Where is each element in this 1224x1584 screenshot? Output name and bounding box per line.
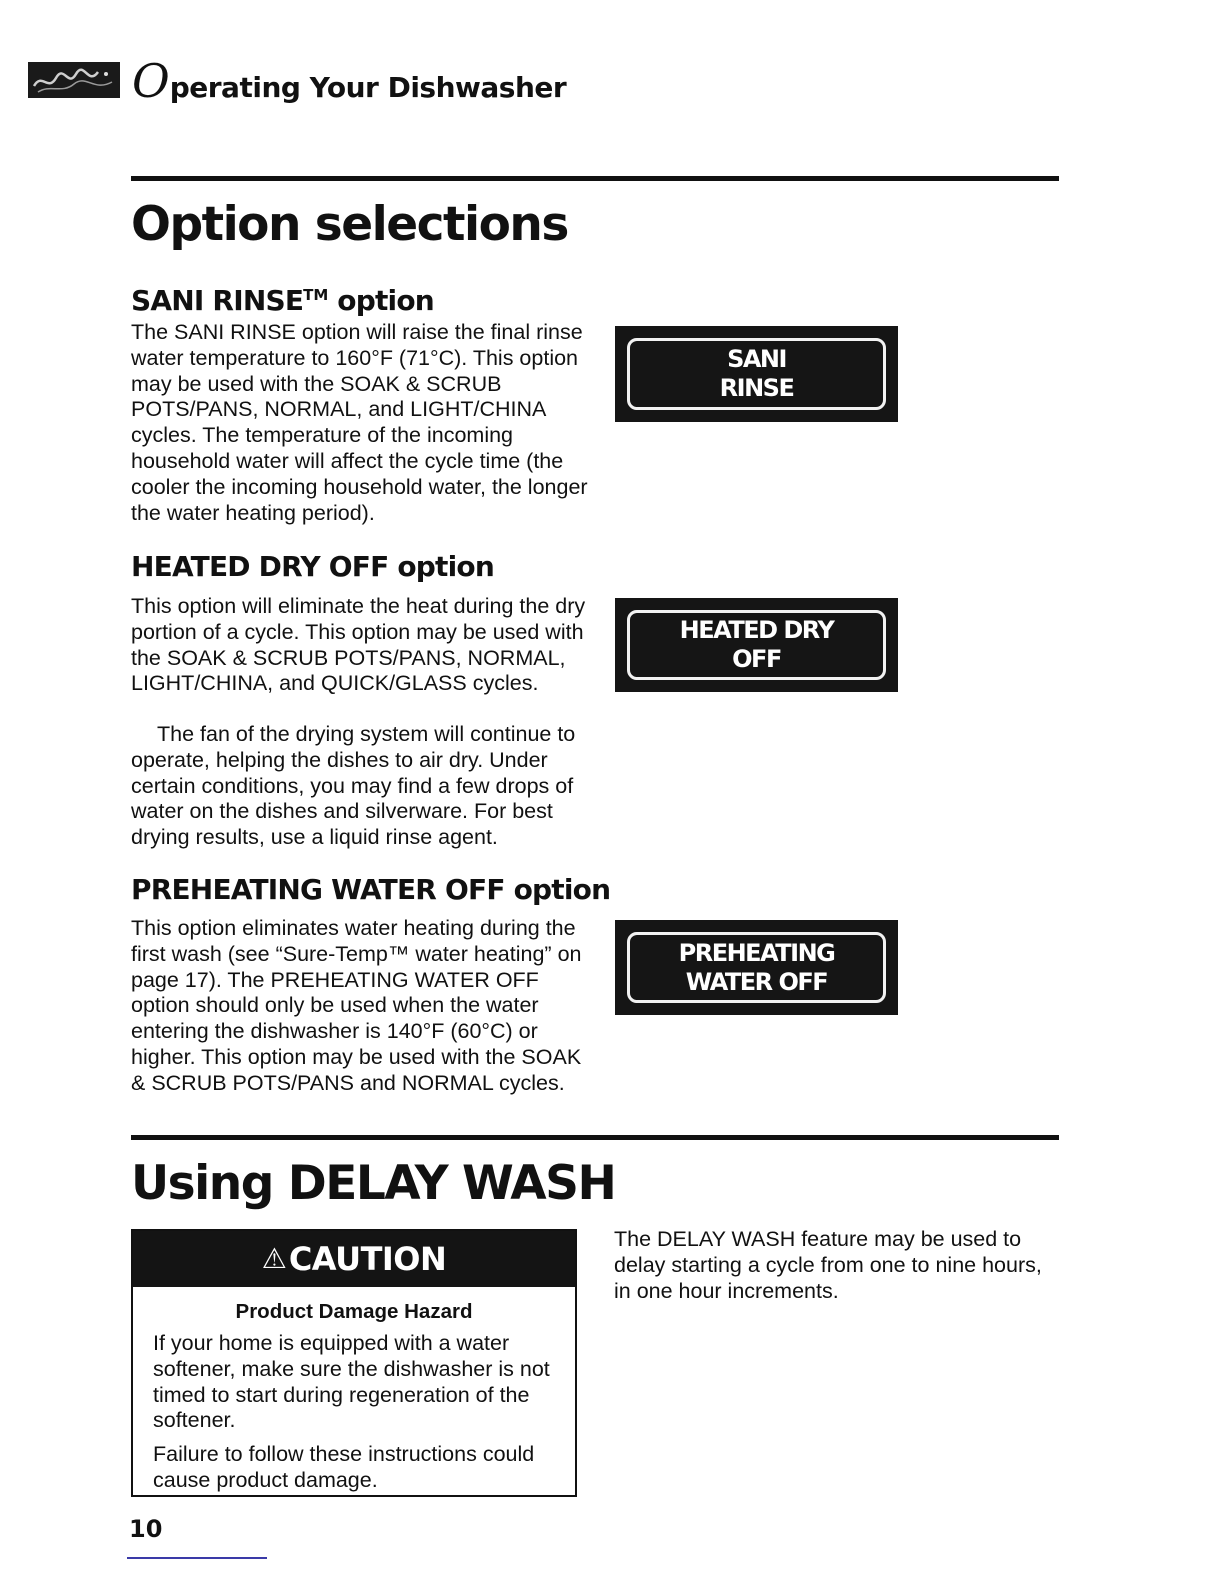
sani-rinse-heading-suffix: option bbox=[328, 284, 434, 317]
sani-rinse-description: The SANI RINSE option will raise the final rinse water temperature to 160°F (71°C). This option may be used with the SOAK & SCRUB POTS/PANS, NORMAL, and LIGHT/CHINA cycles. The temperature of the incoming household water will affect the cycle time (the cooler the incoming household water, the longer the water heating period). bbox=[131, 320, 588, 525]
hazard-title: Product Damage Hazard bbox=[235, 1300, 473, 1323]
section-rule bbox=[131, 1135, 1059, 1140]
delay-wash-title: Using DELAY WASH bbox=[131, 1156, 616, 1211]
sani-rinse-button-frame bbox=[627, 338, 886, 410]
top-rule bbox=[131, 176, 1059, 181]
preheating-water-off-heading: PREHEATING WATER OFF option bbox=[131, 873, 611, 906]
preheating-water-off-button-line-1: PREHEATING bbox=[678, 938, 835, 967]
heated-dry-off-button bbox=[615, 598, 898, 692]
header-title bbox=[132, 54, 566, 108]
heated-dry-off-button-line-1: HEATED DRY bbox=[679, 616, 834, 644]
caution-text-consequence: Failure to follow these instructions could cause product damage. bbox=[153, 1442, 535, 1492]
caution-box bbox=[131, 1229, 577, 1497]
heated-dry-off-description: This option will eliminate the heat during the dry portion of a cycle. This option may be used with the SOAK & SCRUB POTS/PANS, NORMAL, LIGHT/CHINA, and QUICK/GLASS cycles. bbox=[131, 594, 586, 696]
caution-header bbox=[133, 1231, 575, 1287]
preheating-water-off-button bbox=[615, 920, 898, 1015]
caution-text-softener: If your home is equipped with a water softener, make sure the dishwasher is not timed to start during regeneration of the softener. bbox=[153, 1331, 550, 1433]
sani-rinse-button-line-2: RINSE bbox=[719, 374, 794, 402]
option-selections-title: Option selections bbox=[131, 197, 568, 252]
header-title-rest: perating Your Dishwasher bbox=[169, 71, 567, 104]
heated-dry-off-button-frame bbox=[627, 610, 886, 680]
logo-icon bbox=[28, 62, 120, 98]
trademark-symbol: TM bbox=[303, 286, 329, 304]
warning-triangle-icon: ⚠ bbox=[261, 1243, 287, 1274]
caution-label: CAUTION bbox=[288, 1240, 447, 1278]
sani-rinse-heading-label: SANI RINSE bbox=[131, 284, 304, 317]
preheating-water-off-description: This option eliminates water heating during the first wash (see “Sure-Temp™ water heating” on page 17). The PREHEATING WATER OFF option should only be used when the water entering the dishwasher is 140°F (60°C) or higher. This option may be used with the SOAK & SCRUB POTS/PANS and NORMAL cycles. bbox=[131, 916, 582, 1095]
preheating-water-off-button-line-2: WATER OFF bbox=[685, 967, 828, 996]
sani-rinse-heading bbox=[131, 284, 434, 317]
heated-dry-off-fan-note: The fan of the drying system will continue to operate, helping the dishes to air dry. Under certain conditions, you may find a few drops of water on the dishes and silverware. For best drying results, use a liquid rinse agent. bbox=[131, 722, 576, 850]
sani-rinse-button-line-1: SANI bbox=[727, 345, 786, 373]
footer-line bbox=[127, 1557, 267, 1559]
page-number: 10 bbox=[129, 1515, 163, 1543]
delay-wash-description: The DELAY WASH feature may be used to delay starting a cycle from one to nine hours, in one hour increments. bbox=[614, 1227, 1042, 1303]
preheating-water-off-button-frame bbox=[627, 932, 886, 1003]
sani-rinse-button bbox=[615, 326, 898, 422]
header-title-initial: O bbox=[132, 54, 170, 108]
heated-dry-off-heading: HEATED DRY OFF option bbox=[131, 550, 495, 583]
heated-dry-off-button-line-2: OFF bbox=[732, 645, 781, 673]
